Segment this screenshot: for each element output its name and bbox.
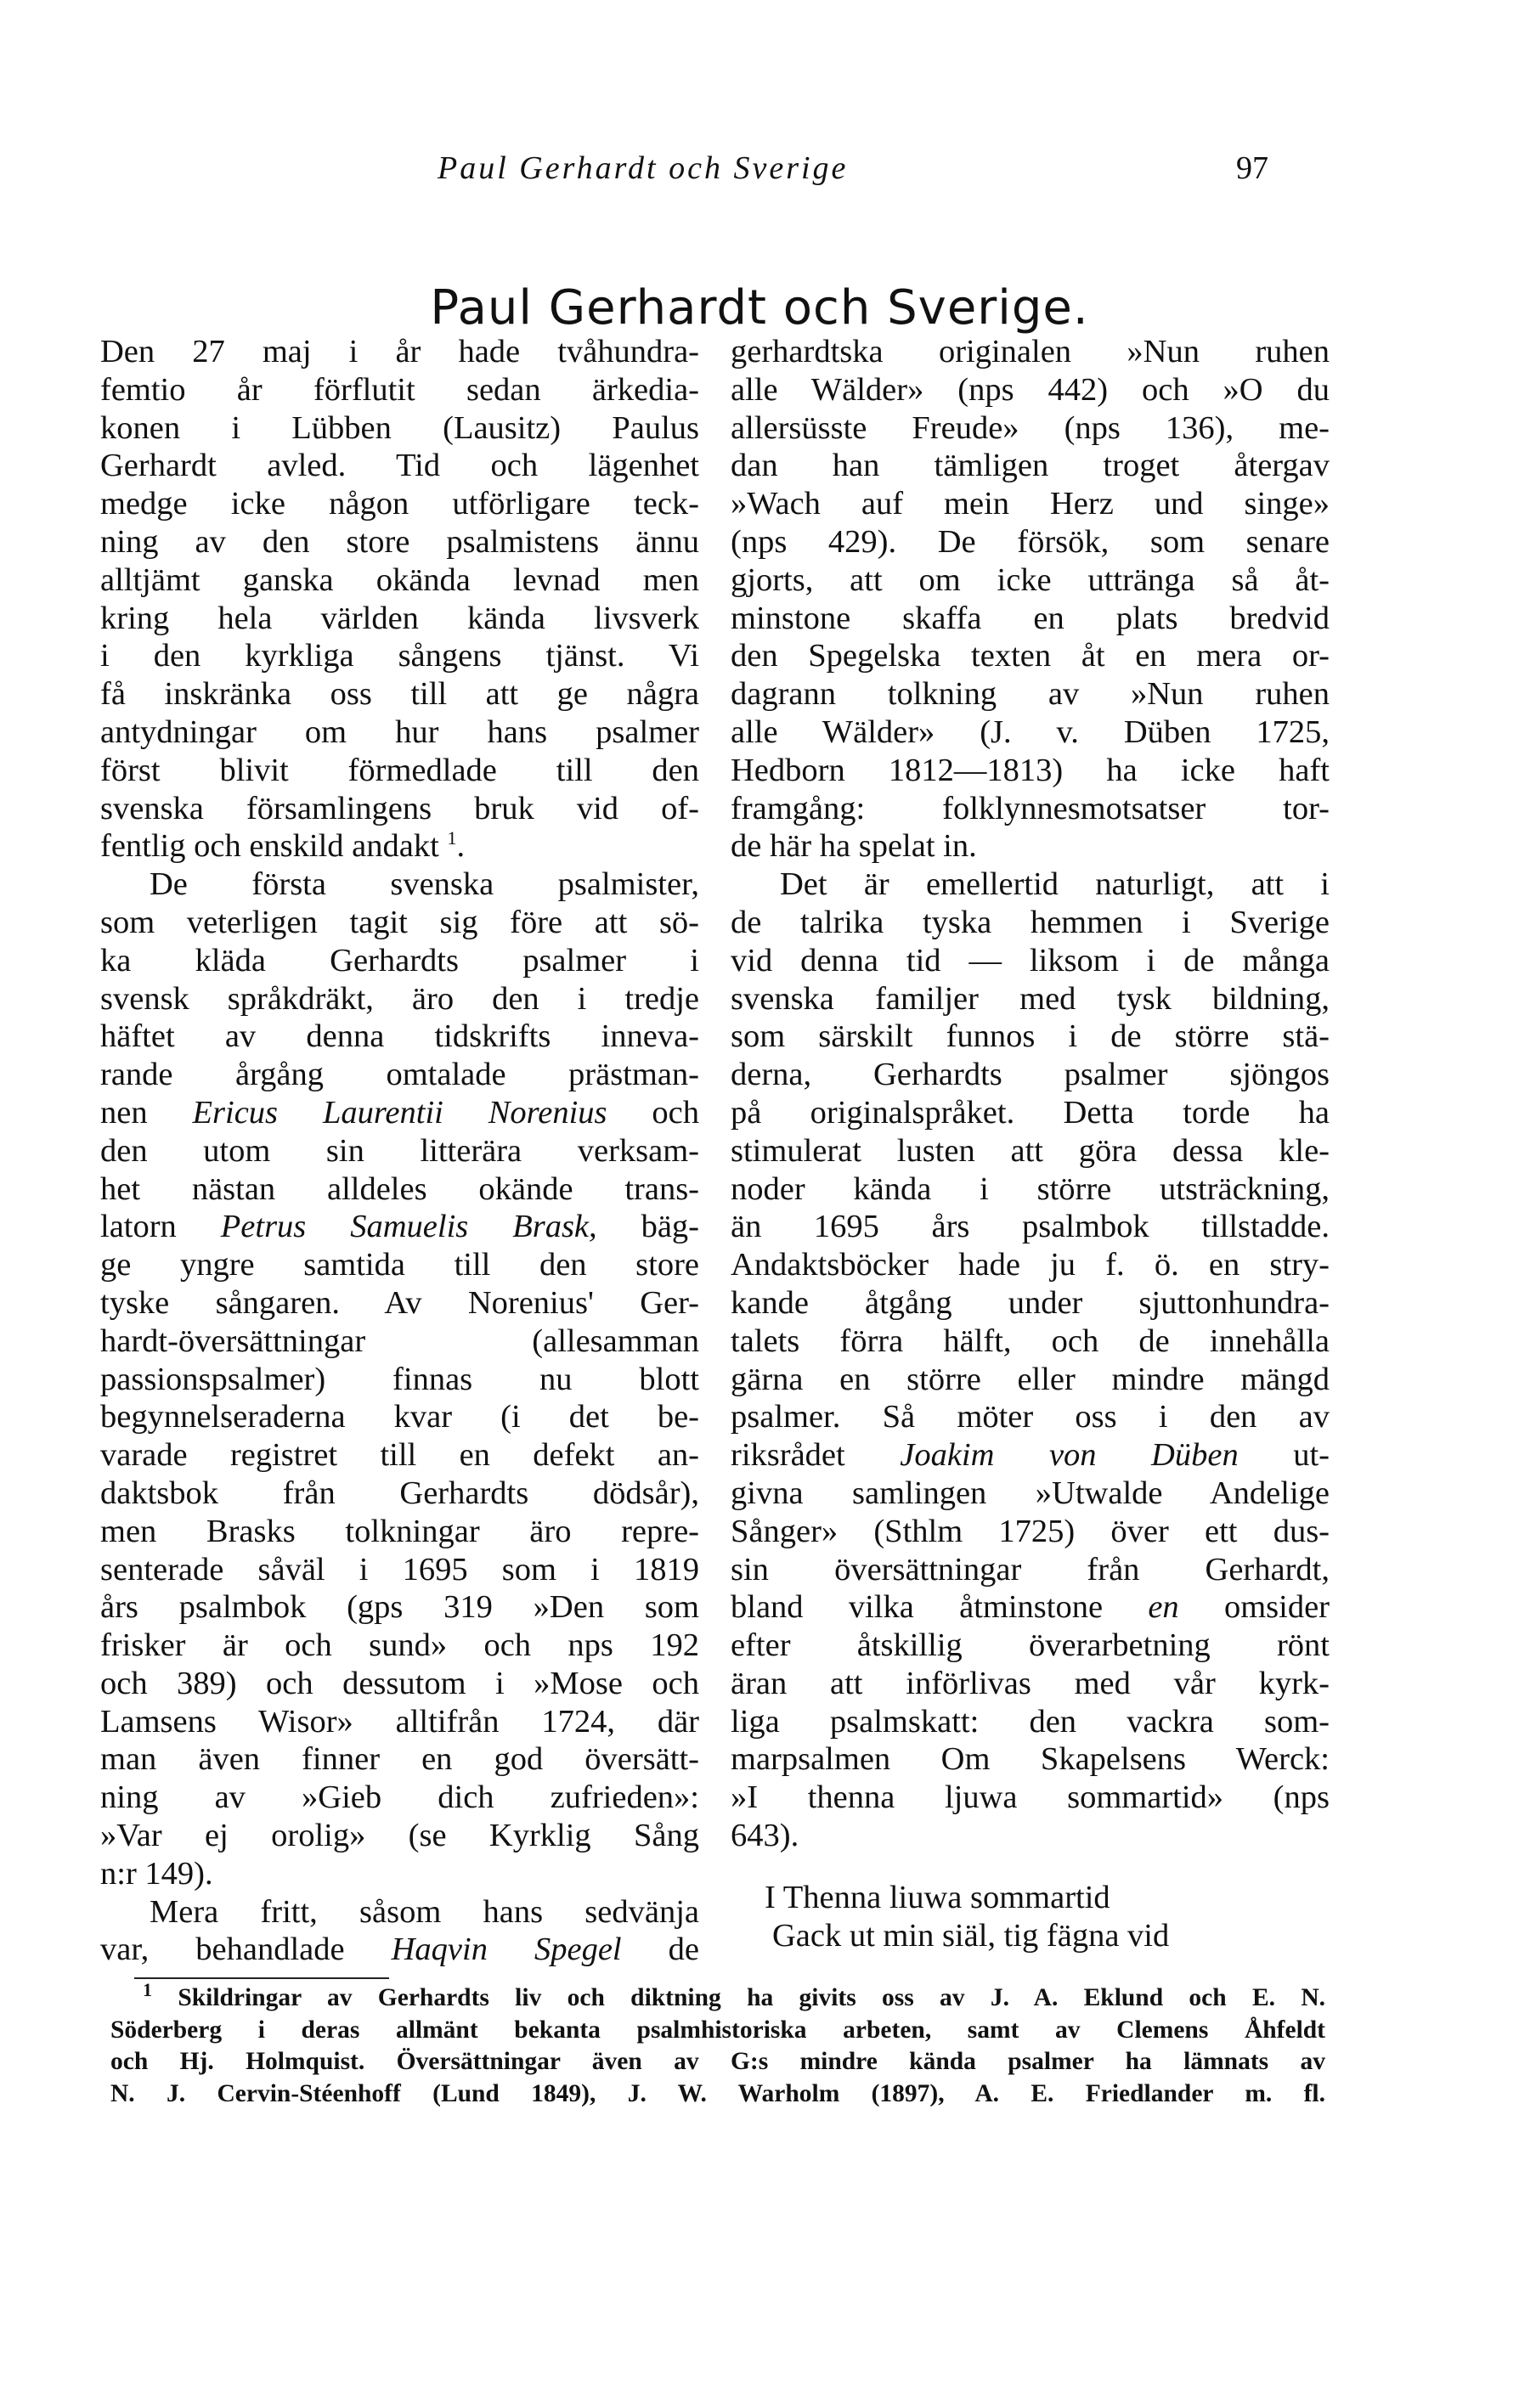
text-line: men Brasks tolkningar äro repre- <box>100 1513 699 1549</box>
text-fragment: bland vilka åtminstone <box>731 1589 1104 1626</box>
text-line: talets förra hälft, och de innehålla <box>731 1322 1330 1359</box>
text-line: ge yngre samtida till den store <box>100 1247 699 1283</box>
text-line: psalmer. Så möter oss i den av <box>731 1399 1330 1435</box>
text-line: de här ha spelat in. <box>731 828 977 865</box>
text-line: allersüsste Freude» (nps 136), me- <box>731 409 1330 446</box>
poem-excerpt <box>765 1879 1169 1955</box>
left-column <box>100 333 699 1969</box>
text-line: först blivit förmedlade till den <box>100 752 699 788</box>
text-line: än 1695 års psalmbok tillstadde. <box>731 1209 1330 1245</box>
text-line: marpsalmen Om Skapelsens Werck: <box>731 1741 1330 1778</box>
text-line: kande åtgång under sjuttonhundra- <box>731 1284 1330 1321</box>
text-line: sin översättningar från Gerhardt, <box>731 1551 1330 1587</box>
text-line: rande årgång omtalade prästman- <box>100 1057 699 1093</box>
text-line: Hedborn 1812—1813) ha icke haft <box>731 752 1330 788</box>
text-line: dan han tämligen troget återgav <box>731 448 1330 484</box>
text-line: begynnelseraderna kvar (i det be- <box>100 1399 699 1435</box>
text-fragment: Skildringar av Gerhardts liv och diktning ha givits oss av J. A. Eklund och E. N. <box>178 1984 1326 2011</box>
text-line: stimulerat lusten att göra dessa kle- <box>731 1132 1330 1169</box>
text-fragment: fentlig och enskild andakt <box>100 828 439 865</box>
text-line: som särskilt funnos i de större stä- <box>731 1018 1330 1055</box>
text-line: äran att införlivas med vår kyrk- <box>731 1665 1330 1701</box>
text-line: tyske sångaren. Av Norenius' Ger- <box>100 1284 699 1321</box>
text-line: ning av »Gieb dich zufrieden»: <box>100 1779 699 1816</box>
footnote-divider <box>134 1977 389 1979</box>
text-line: Andaktsböcker hade ju f. ö. en stry- <box>731 1247 1330 1283</box>
text-line: Det är emellertid naturligt, att i <box>780 866 1330 903</box>
text-line: i den kyrkliga sångens tjänst. Vi <box>100 638 699 674</box>
text-line: Sånger» (Sthlm 1725) över ett dus- <box>731 1513 1330 1549</box>
text-line: den Spegelska texten åt en mera or- <box>731 638 1330 674</box>
text-line <box>100 1208 699 1246</box>
text-line: ka kläda Gerhardts psalmer i <box>100 942 699 978</box>
text-fragment: ut- <box>1293 1437 1330 1474</box>
text-line: medge icke någon utförligare teck- <box>100 486 699 522</box>
text-line: passionspsalmer) finnas nu blott <box>100 1361 699 1397</box>
text-line <box>731 1436 1330 1475</box>
text-fragment: var, behandlade <box>100 1931 345 1968</box>
text-line: få inskränka oss till att ge några <box>100 676 699 713</box>
text-line: gärna en större eller mindre mängd <box>731 1361 1330 1397</box>
text-line: kring hela världen kända livsverk <box>100 600 699 636</box>
text-fragment: riksrådet <box>731 1437 845 1474</box>
text-line <box>731 1588 1330 1627</box>
text-fragment: nen <box>100 1094 148 1131</box>
text-fragment: och <box>652 1094 700 1131</box>
footnote-marker: 1 <box>143 1979 152 2001</box>
text-line: års psalmbok (gps 319 »Den som <box>100 1589 699 1626</box>
footnote-line <box>110 1979 1326 2015</box>
text-line: den utom sin litterära verksam- <box>100 1132 699 1169</box>
person-name: Ericus Laurentii Norenius <box>192 1094 607 1131</box>
right-column <box>731 333 1330 1855</box>
footnote-line: N. J. Cervin-Stéenhoff (Lund 1849), J. W. Warholm (1897), A. E. Friedlander m. fl. <box>110 2079 1325 2107</box>
page-number: 97 <box>1236 150 1268 186</box>
poem-line: I Thenna liuwa sommartid <box>765 1880 1110 1915</box>
text-line: femtio år förflutit sedan ärkedia- <box>100 371 699 408</box>
footnote-line: och Hj. Holmquist. Översättningar även av G:s mindre kända psalmer ha lämnats av <box>110 2048 1325 2075</box>
text-line: gerhardtska originalen »Nun ruhen <box>731 334 1330 369</box>
text-line: vid denna tid — liksom i de många <box>731 942 1330 978</box>
person-name: Joakim von Düben <box>900 1437 1239 1474</box>
footnote-line: Söderberg i deras allmänt bekanta psalmhistoriska arbeten, samt av Clemens Åhfeldt <box>110 2016 1325 2044</box>
text-line: Gerhardt avled. Tid och lägenhet <box>100 448 699 484</box>
running-head <box>0 149 1519 200</box>
text-line: daktsbok från Gerhardts dödsår), <box>100 1475 699 1511</box>
text-line: fentlig och enskild andakt $^1$. <box>100 827 466 865</box>
person-name: Petrus Samuelis Brask, <box>220 1209 597 1245</box>
text-line: de talrika tyska hemmen i Sverige <box>731 904 1330 940</box>
text-line <box>100 1931 699 1969</box>
text-fragment: latorn <box>100 1209 177 1245</box>
text-line: frisker är och sund» och nps 192 <box>100 1627 699 1664</box>
text-line: svenska församlingens bruk vid of- <box>100 790 699 826</box>
text-line: alle Wälder» (nps 442) och »O du <box>731 371 1330 408</box>
text-line: »I thenna ljuwa sommartid» (nps <box>731 1779 1330 1816</box>
text-line: n:r 149). <box>100 1855 213 1892</box>
text-line: på originalspråket. Detta torde ha <box>731 1094 1330 1131</box>
text-line: och 389) och dessutom i »Mose och <box>100 1665 699 1701</box>
text-line <box>100 1094 699 1132</box>
text-line: antydningar om hur hans psalmer <box>100 713 699 750</box>
text-line: konen i Lübben (Lausitz) Paulus <box>100 409 699 446</box>
text-line: varade registret till en defekt an- <box>100 1437 699 1474</box>
text-line: 643). <box>731 1818 799 1854</box>
poem-line: Gack ut min siäl, tig fägna vid <box>772 1917 1170 1954</box>
text-line: man även finner en god översätt- <box>100 1741 699 1778</box>
emphasis: en <box>1148 1589 1179 1626</box>
text-line: (nps 429). De försök, som senare <box>731 523 1330 560</box>
text-line: noder kända i större utsträckning, <box>731 1170 1330 1207</box>
text-line: alltjämt ganska okända levnad men <box>100 561 699 598</box>
text-line: senterade såväl i 1695 som i 1819 <box>100 1551 699 1587</box>
text-line: minstone skaffa en plats bredvid <box>731 600 1330 636</box>
text-fragment: bäg- <box>641 1209 700 1245</box>
text-line: givna samlingen »Utwalde Andelige <box>731 1475 1330 1511</box>
text-line: »Wach auf mein Herz und singe» <box>731 486 1330 522</box>
text-line: Lamsens Wisor» alltifrån 1724, där <box>100 1703 699 1740</box>
text-fragment: de <box>668 1931 700 1968</box>
text-line: Mera fritt, såsom hans sedvänja <box>150 1893 699 1930</box>
text-line: dagrann tolkning av »Nun ruhen <box>731 676 1330 713</box>
text-line: alle Wälder» (J. v. Düben 1725, <box>731 713 1330 750</box>
text-line: svenska familjer med tysk bildning, <box>731 980 1330 1017</box>
person-name: Haqvin Spegel <box>391 1931 622 1968</box>
running-title: Paul Gerhardt och Sverige <box>438 150 849 186</box>
text-line: som veterligen tagit sig före att sö- <box>100 904 699 940</box>
article-title: Paul Gerhardt och Sverige. <box>430 279 1089 336</box>
text-line: De första svenska psalmister, <box>150 866 699 903</box>
text-line: hardt-översättningar (allesamman <box>100 1322 699 1359</box>
text-line: Den 27 maj i år hade tvåhundra- <box>100 334 699 369</box>
text-line: ning av den store psalmistens ännu <box>100 523 699 560</box>
text-fragment: omsider <box>1223 1589 1330 1626</box>
text-line: efter åtskillig överarbetning rönt <box>731 1627 1330 1664</box>
footnote <box>110 1979 1326 2110</box>
text-line: liga psalmskatt: den vackra som- <box>731 1703 1330 1740</box>
text-line: gjorts, att om icke uttränga så åt- <box>731 561 1330 598</box>
text-line: häftet av denna tidskrifts inneva- <box>100 1018 699 1055</box>
footnote-reference: 1 <box>447 827 457 849</box>
text-line: framgång: folklynnesmotsatser tor- <box>731 790 1330 826</box>
text-line: het nästan alldeles okände trans- <box>100 1170 699 1207</box>
text-line: svensk språkdräkt, äro den i tredje <box>100 980 699 1017</box>
text-line: derna, Gerhardts psalmer sjöngos <box>731 1057 1330 1093</box>
text-line: »Var ej orolig» (se Kyrklig Sång <box>100 1818 699 1854</box>
